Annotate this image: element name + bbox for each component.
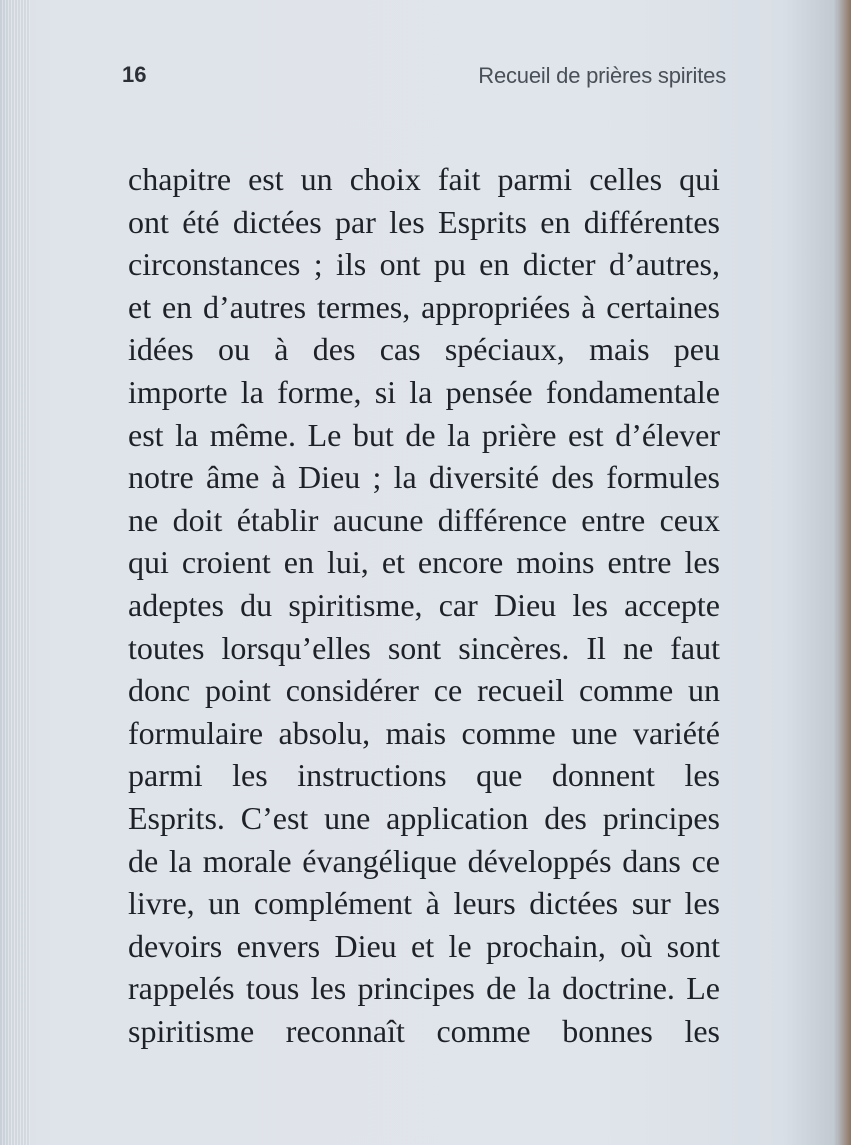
text-line: est la même. Le but de la prière est d’élever [128,416,720,453]
text-line: devoirs envers Dieu et le prochain, où sont [128,927,720,964]
text-line: formulaire absolu, mais comme une variété [128,714,720,751]
text-line: livre, un complément à leurs dictées sur les [128,885,720,922]
text-line: toutes lorsqu’elles sont sincères. Il ne faut [128,629,720,666]
text-line: adeptes du spiritisme, car Dieu les accepte [128,586,720,623]
text-line: et en d’autres termes, appropriées à certaines [128,288,720,325]
text-line: spiritisme reconnaît comme bonnes les [128,1012,720,1049]
text-line: notre âme à Dieu ; la diversité des formules [128,459,720,496]
text-line: chapitre est un choix fait parmi celles qui [128,161,720,197]
text-line: donc point considérer ce recueil comme un [128,672,720,709]
text-line: ne doit établir aucune différence entre ceux [128,501,720,538]
text-line: importe la forme, si la pensée fondamentale [128,373,720,410]
text-line: qui croient en lui, et encore moins entre les [128,544,720,581]
running-title: Recueil de prières spirites [478,63,726,88]
text-line: parmi les instructions que donnent les [128,757,720,794]
text-line: rappelés tous les principes de la doctrine. Le [128,970,720,1007]
text-line: ont été dictées par les Esprits en différentes [128,203,720,240]
page-header [122,62,726,96]
text-line: de la morale évangélique développés dans ce [128,842,720,879]
table-background-strip [837,0,851,1145]
text-line: idées ou à des cas spéciaux, mais peu [128,331,720,368]
page-number: 16 [122,62,147,87]
text-line: circonstances ; ils ont pu en dicter d’autres, [128,246,720,283]
body-text [128,158,720,1052]
page-edges [0,0,30,1145]
text-line: Esprits. C’est une application des principes [128,799,720,836]
